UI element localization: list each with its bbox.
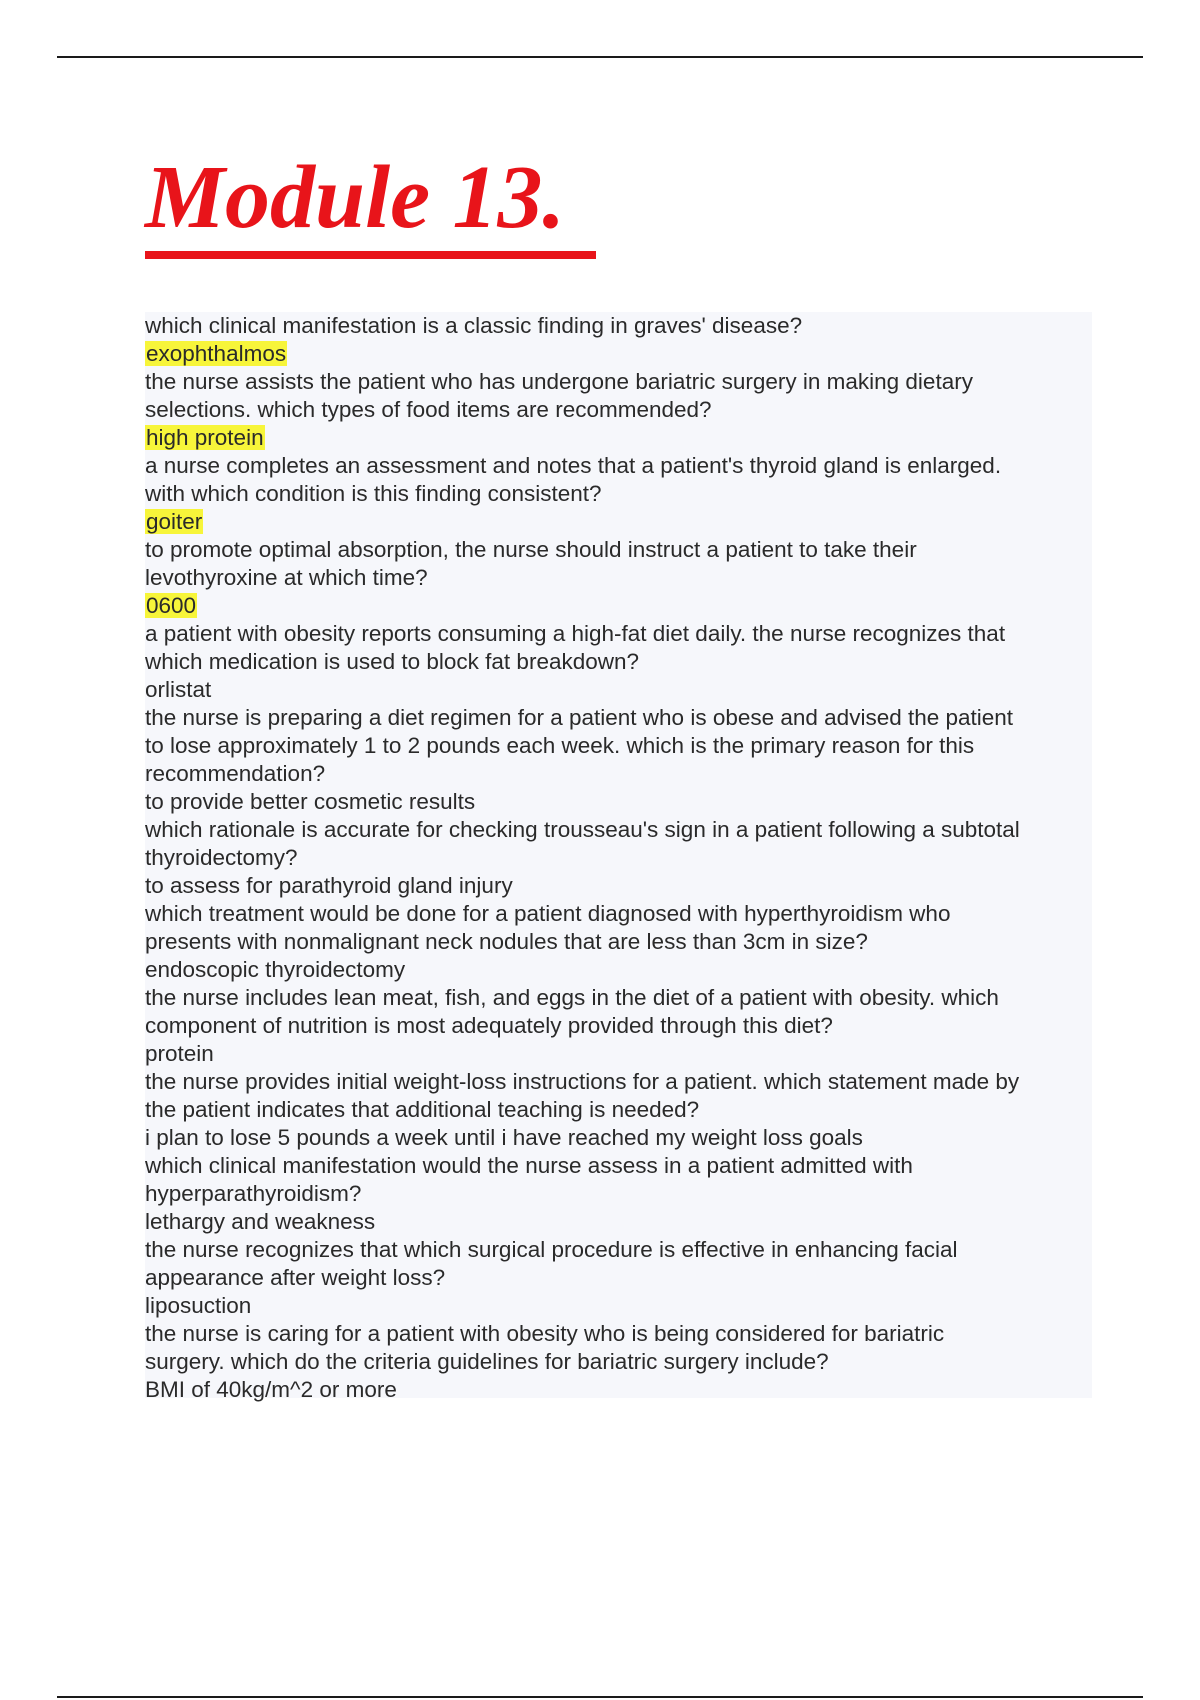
- line-text: surgery. which do the criteria guidelines for bariatric surgery include?: [145, 1349, 829, 1374]
- line-text: the nurse recognizes that which surgical procedure is effective in enhancing facial: [145, 1237, 958, 1262]
- text-line: [145, 536, 1092, 564]
- highlighted-answer-line: [145, 592, 1092, 620]
- qa-list: [145, 312, 1092, 1404]
- highlighted-answer-line: [145, 508, 1092, 536]
- text-line: [145, 452, 1092, 480]
- line-text: selections. which types of food items are recommended?: [145, 397, 712, 422]
- line-text: to lose approximately 1 to 2 pounds each week. which is the primary reason for this: [145, 733, 975, 758]
- line-text: with which condition is this finding consistent?: [145, 481, 602, 506]
- line-text: protein: [145, 1041, 214, 1066]
- text-line: [145, 956, 1092, 984]
- line-text: to provide better cosmetic results: [145, 789, 476, 814]
- text-line: [145, 1320, 1092, 1348]
- bottom-rule: [57, 1696, 1143, 1698]
- title-underline: [145, 251, 596, 259]
- text-line: [145, 732, 1092, 760]
- text-line: [145, 1152, 1092, 1180]
- text-line: [145, 1264, 1092, 1292]
- line-text: component of nutrition is most adequately provided through this diet?: [145, 1013, 833, 1038]
- text-line: [145, 872, 1092, 900]
- text-line: [145, 900, 1092, 928]
- line-text: a patient with obesity reports consuming a high-fat diet daily. the nurse recognizes that: [145, 621, 1006, 646]
- qa-panel: [145, 312, 1092, 1402]
- line-text: the nurse is caring for a patient with obesity who is being considered for bariatric: [145, 1321, 945, 1346]
- line-text: which rationale is accurate for checking trousseau's sign in a patient following a subtotal: [145, 817, 1020, 842]
- line-text: a nurse completes an assessment and notes that a patient's thyroid gland is enlarged.: [145, 453, 1002, 478]
- line-text: BMI of 40kg/m^2 or more: [145, 1377, 397, 1402]
- text-line: [145, 760, 1092, 788]
- line-text: orlistat: [145, 677, 212, 702]
- text-line: [145, 676, 1092, 704]
- text-line: [145, 816, 1092, 844]
- line-text: thyroidectomy?: [145, 845, 298, 870]
- line-text: presents with nonmalignant neck nodules that are less than 3cm in size?: [145, 929, 868, 954]
- line-text: hyperparathyroidism?: [145, 1181, 362, 1206]
- line-text: liposuction: [145, 1293, 252, 1318]
- highlighted-answer-line: [145, 424, 1092, 452]
- line-text: levothyroxine at which time?: [145, 565, 428, 590]
- line-text: to promote optimal absorption, the nurse should instruct a patient to take their: [145, 537, 917, 562]
- text-line: [145, 704, 1092, 732]
- text-line: [145, 368, 1092, 396]
- highlighted-text: goiter: [146, 509, 203, 534]
- line-text: which clinical manifestation is a classic finding in graves' disease?: [145, 313, 803, 338]
- text-line: [145, 648, 1092, 676]
- text-line: [145, 1208, 1092, 1236]
- highlighted-answer-line: [145, 340, 1092, 368]
- text-line: [145, 480, 1092, 508]
- title-block: [145, 148, 596, 259]
- text-line: [145, 1012, 1092, 1040]
- text-line: [145, 1292, 1092, 1320]
- text-line: [145, 396, 1092, 424]
- line-text: the nurse assists the patient who has undergone bariatric surgery in making dietary: [145, 369, 973, 394]
- highlighted-text: 0600: [146, 593, 197, 618]
- highlighted-text: high protein: [146, 425, 264, 450]
- top-rule: [57, 56, 1143, 58]
- text-line: [145, 788, 1092, 816]
- line-text: i plan to lose 5 pounds a week until i have reached my weight loss goals: [145, 1125, 863, 1150]
- line-text: endoscopic thyroidectomy: [145, 957, 406, 982]
- text-line: [145, 984, 1092, 1012]
- line-text: the patient indicates that additional teaching is needed?: [145, 1097, 700, 1122]
- line-text: the nurse provides initial weight-loss instructions for a patient. which statement made by: [145, 1069, 1020, 1094]
- line-text: the nurse includes lean meat, fish, and eggs in the diet of a patient with obesity. which: [145, 985, 999, 1010]
- line-text: the nurse is preparing a diet regimen for a patient who is obese and advised the patient: [145, 705, 1014, 730]
- text-line: [145, 1236, 1092, 1264]
- highlighted-text: exophthalmos: [146, 341, 287, 366]
- text-line: [145, 1040, 1092, 1068]
- line-text: to assess for parathyroid gland injury: [145, 873, 513, 898]
- text-line: [145, 1348, 1092, 1376]
- text-line: [145, 1096, 1092, 1124]
- text-line: [145, 564, 1092, 592]
- text-line: [145, 844, 1092, 872]
- text-line: [145, 1376, 1092, 1404]
- line-text: which treatment would be done for a patient diagnosed with hyperthyroidism who: [145, 901, 951, 926]
- text-line: [145, 1068, 1092, 1096]
- line-text: recommendation?: [145, 761, 326, 786]
- page-title: Module 13.: [145, 148, 566, 247]
- text-line: [145, 1124, 1092, 1152]
- line-text: which medication is used to block fat breakdown?: [145, 649, 640, 674]
- text-line: [145, 620, 1092, 648]
- text-line: [145, 928, 1092, 956]
- line-text: which clinical manifestation would the nurse assess in a patient admitted with: [145, 1153, 913, 1178]
- line-text: appearance after weight loss?: [145, 1265, 446, 1290]
- text-line: [145, 1180, 1092, 1208]
- line-text: lethargy and weakness: [145, 1209, 376, 1234]
- text-line: [145, 312, 1092, 340]
